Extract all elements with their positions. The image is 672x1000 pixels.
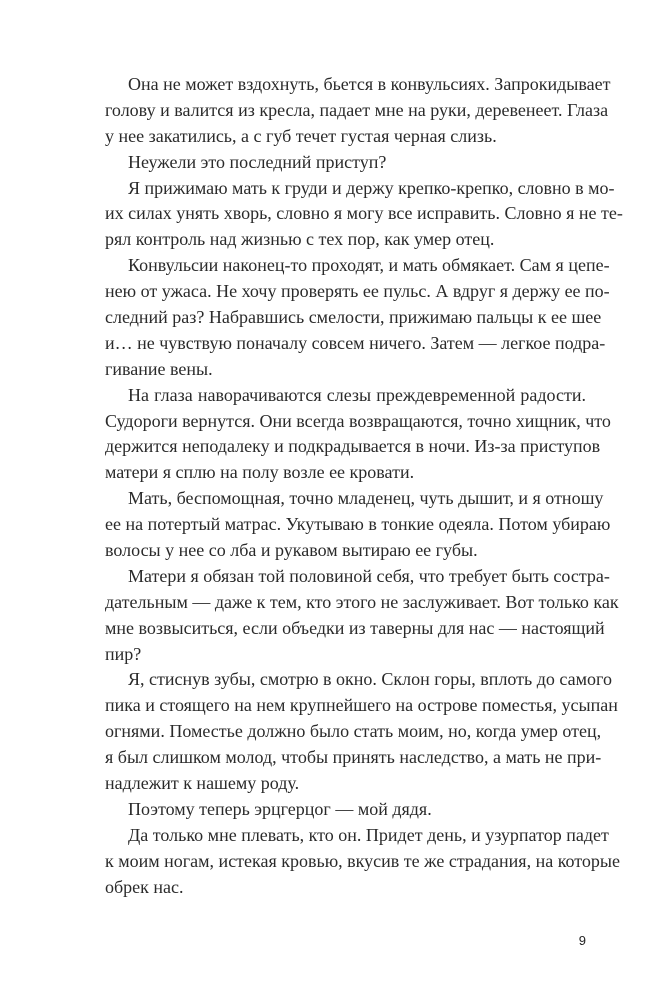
- page-body-text: [105, 72, 623, 901]
- text-line: следний раз? Набравшись смелости, прижимаю пальцы к ее шее: [105, 307, 602, 328]
- page-number: 9: [578, 933, 586, 948]
- paragraph: [105, 564, 619, 668]
- text-line: надлежит к нашему роду.: [105, 773, 300, 794]
- text-line: к моим ногам, истекая кровью, вкусив те же страдания, на которые: [105, 850, 621, 871]
- text-line: волосы у нее со лба и рукавом вытираю ее губы.: [105, 540, 478, 561]
- text-line: дательным — даже к тем, кто этого не заслуживает. Вот только как: [105, 591, 619, 612]
- text-line: Конвульсии наконец-то проходят, и мать обмякает. Сам я цепе-: [128, 255, 610, 276]
- paragraph: [105, 253, 610, 382]
- text-line: держится неподалеку и подкрадывается в ночи. Из-за приступов: [105, 436, 601, 457]
- paragraph: [105, 667, 618, 796]
- text-line: Я прижимаю мать к груди и держу крепко-крепко, словно в мо-: [128, 177, 615, 198]
- text-line: Да только мне плевать, кто он. Придет день, и узурпатор падет: [128, 824, 609, 845]
- text-line: голову и валится из кресла, падает мне на руки, деревенеет. Глаза: [105, 99, 609, 120]
- paragraph: [105, 72, 611, 150]
- text-line: матери я сплю на полу возле ее кровати.: [105, 462, 415, 483]
- text-line: Судороги вернутся. Они всегда возвращаются, точно хищник, что: [105, 410, 611, 431]
- paragraph: [105, 176, 623, 254]
- text-line: их силах унять хворь, словно я могу все исправить. Словно я не те-: [105, 203, 623, 224]
- paragraph: [105, 383, 611, 487]
- text-line: Поэтому теперь эрцгерцог — мой дядя.: [128, 798, 432, 819]
- text-line: мне возвыситься, если объедки из таверны для нас — настоящий: [105, 617, 605, 638]
- paragraph: [105, 150, 586, 176]
- text-line: у нее закатились, а с губ течет густая черная слизь.: [105, 125, 497, 146]
- text-line: рял контроль над жизнью с тех пор, как умер отец.: [105, 229, 495, 250]
- paragraph: [105, 797, 586, 823]
- text-line: пир?: [105, 643, 142, 664]
- text-line: я был слишком молод, чтобы принять наследство, а мать не при-: [105, 747, 602, 768]
- text-line: нею от ужаса. Не хочу проверять ее пульс. А вдруг я держу ее по-: [105, 281, 610, 302]
- text-line: Матери я обязан той половиной себя, что требует быть состра-: [128, 565, 610, 586]
- text-line: и… не чувствую поначалу совсем ничего. Затем — легкое подра-: [105, 332, 606, 353]
- text-line: ее на потертый матрас. Укутываю в тонкие одеяла. Потом убираю: [105, 514, 611, 535]
- text-line: На глаза наворачиваются слезы преждевременной радости.: [128, 384, 586, 405]
- text-line: пика и стоящего на нем крупнейшего на острове поместья, усыпан: [105, 695, 618, 716]
- text-line: гивание вены.: [105, 358, 213, 379]
- text-line: Мать, беспомощная, точно младенец, чуть дышит, и я отношу: [128, 488, 604, 509]
- text-line: Я, стиснув зубы, смотрю в окно. Склон горы, вплоть до самого: [128, 669, 612, 690]
- text-line: огнями. Поместье должно было стать моим, но, когда умер отец,: [105, 721, 602, 742]
- text-line: обрек нас.: [105, 876, 184, 897]
- paragraph: [105, 823, 621, 901]
- text-line: Она не может вздохнуть, бьется в конвульсиях. Запрокидывает: [128, 74, 611, 94]
- text-line: Неужели это последний приступ?: [128, 151, 387, 172]
- paragraph: [105, 486, 611, 564]
